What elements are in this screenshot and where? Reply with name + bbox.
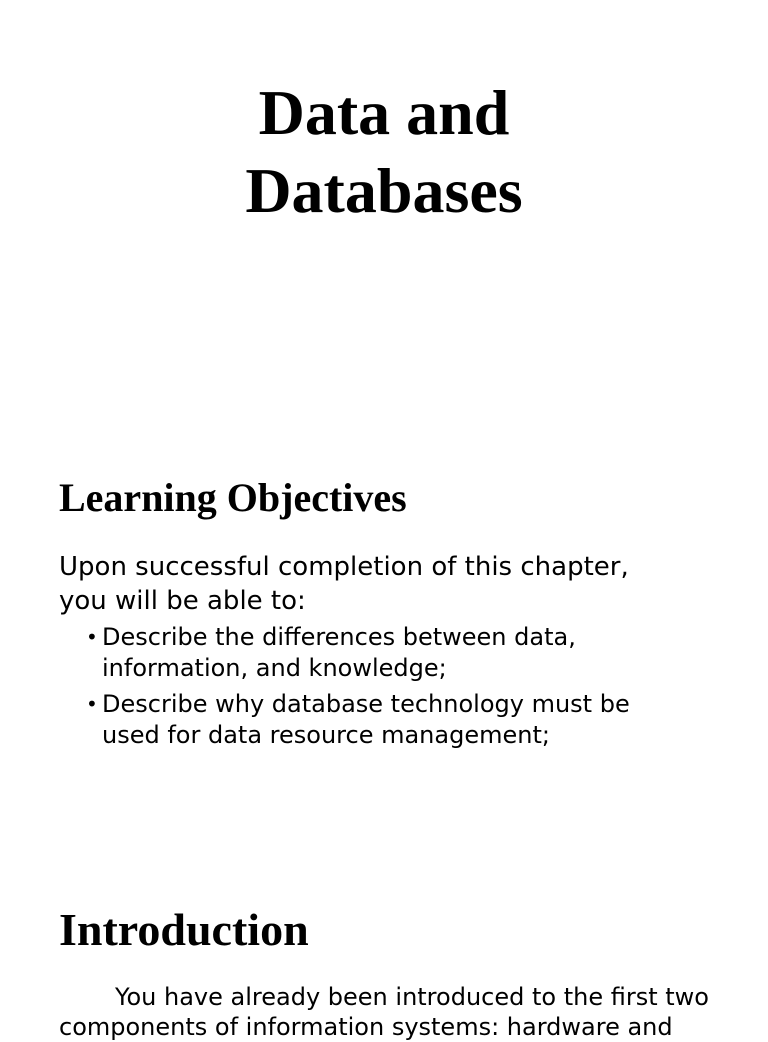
title-line-1: Data and <box>258 77 510 148</box>
bullet-icon: • <box>86 625 98 649</box>
introduction-heading: Introduction <box>59 904 309 955</box>
list-item-line-1: Describe why database technology must be <box>102 690 630 718</box>
objectives-intro-line-2: you will be able to: <box>59 586 306 616</box>
bullet-icon: • <box>86 692 98 716</box>
list-item-line-1: Describe the differences between data, <box>102 623 576 651</box>
objectives-intro-line-1: Upon successful completion of this chapter, <box>59 552 629 582</box>
list-item <box>86 689 726 751</box>
list-item-line-2: information, and knowledge; <box>102 654 447 682</box>
introduction-paragraph: You have already been introduced to the first two components of information systems: hardware and <box>59 983 709 1041</box>
learning-objectives-heading: Learning Objectives <box>59 475 407 520</box>
objectives-list <box>86 622 726 756</box>
list-item-line-2: used for data resource management; <box>102 721 550 749</box>
list-item <box>86 622 726 684</box>
document-title <box>0 74 768 230</box>
objectives-intro <box>59 550 719 618</box>
title-line-2: Databases <box>245 155 523 226</box>
